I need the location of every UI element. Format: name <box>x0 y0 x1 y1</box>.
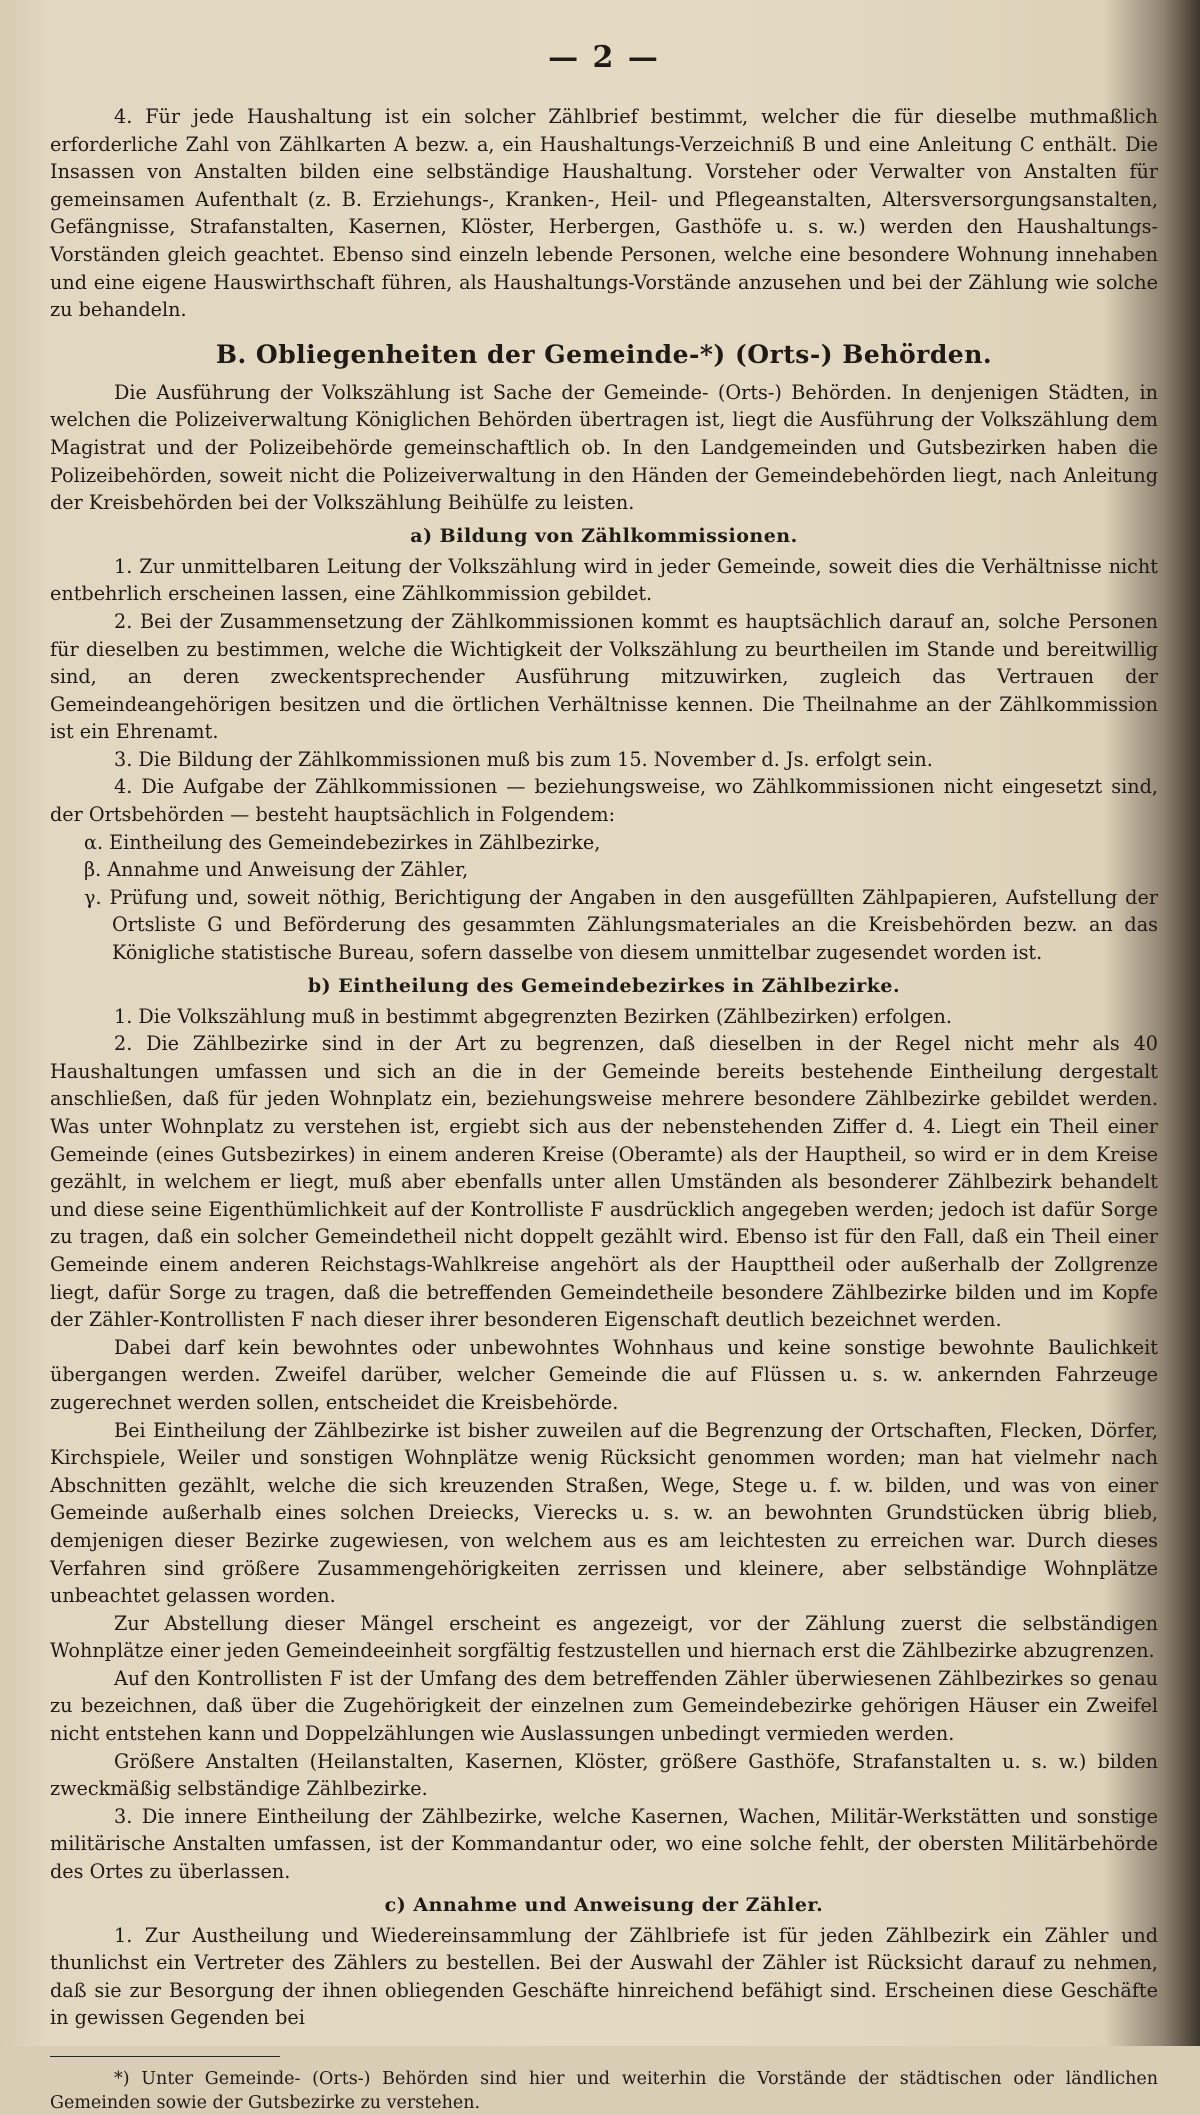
paragraph-households: 4. Für jede Haushaltung ist ein solcher Zählbrief bestimmt, welcher die für dieselbe muthmaßlich erforderliche Zahl von Zählkarten A bezw. a, ein Haushaltungs-Verzeichniß B und eine Anleitung C enthält. Die Insassen von Anstalten bilden eine selbständige Haushaltung. Vorsteher oder Verwalter von Anstalten für gemeinsamen Aufenthalt (z. B. Erziehungs-, Kranken-, Heil- und Pflegeanstalten, Altersversorgungsanstalten, Gefängnisse, Strafanstalten, Kasernen, Klöster, Herbergen, Gasthöfe u. s. w.) werden den Haushaltungs-Vorständen gleich geachtet. Ebenso sind einzeln lebende Personen, welche eine besondere Wohnung innehaben und eine eigene Hauswirthschaft führen, als Haushaltungs-Vorstände anzusehen und bei der Zählung wie solche zu behandeln. <box>50 105 1158 322</box>
item-b2: 2. Die Zählbezirke sind in der Art zu begrenzen, daß dieselben in der Regel nicht mehr als 40 Haushaltungen umfassen und sich an die in der Gemeinde bereits bestehende Eintheilung dergestalt anschließen, daß für jeden Wohnplatz ein, beziehungsweise mehrere besondere Zählbezirke gebildet werden. Was unter Wohnplatz zu verstehen ist, ergiebt sich aus der nebenstehenden Ziffer d. 4. Liegt ein Theil einer Gemeinde (eines Gutsbezirkes) in einem anderen Kreise (Oberamte) als der Hauptheil, so wird er in dem Kreise gezählt, in welchem er liegt, muß aber ebenfalls unter allen Umständen als besonderer Zählbezirk behandelt und diese seine Eigenthümlichkeit auf der Kontrolliste F ausdrücklich angegeben werden; jedoch ist dafür Sorge zu tragen, daß ein solcher Gemeindetheil nicht doppelt gezählt wird. Ebenso ist für den Fall, daß ein Theil einer Gemeinde einem anderen Reichstags-Wahlkreise angehört als der Haupttheil oder außerhalb der Zollgrenze liegt, dafür Sorge zu tragen, daß die betreffenden Gemeindetheile besondere Zählbezirke bilden und im Kopfe der Zähler-Kontrollisten F nach dieser ihrer besonderen Eigenschaft deutlich bezeichnet werden. <box>50 1032 1158 1332</box>
footnote-divider <box>50 2056 280 2057</box>
paragraph-authorities: Die Ausführung der Volkszählung ist Sache der Gemeinde- (Orts-) Behörden. In denjenigen Städten, in welchen die Polizeiverwaltung Königlichen Behörden übertragen ist, liegt die Ausführung der Volkszählung dem Magistrat und der Polizeibehörde gemeinschaftlich ob. In den Landgemeinden und Gutsbezirken haben die Polizeibehörden, soweit nicht die Polizeiverwaltung in den Händen der Gemeindebehörden liegt, nach Anleitung der Kreisbehörden bei der Volkszählung Beihülfe zu leisten. <box>50 380 1158 515</box>
paragraph-b4: Bei Eintheilung der Zählbezirke ist bisher zuweilen auf die Begrenzung der Ortschaften, Flecken, Dörfer, Kirchspiele, Weiler und sonstigen Wohnplätze wenig Rücksicht genommen worden; man hat vielmehr nach Abschnitten gezählt, welche die sich kreuzenden Straßen, Wege, Stege u. f. w. bilden, und was von einer Gemeinde außerhalb eines solchen Dreiecks, Vierecks u. s. w. an bewohnten Grundstücken übrig blieb, demjenigen dieser Bezirke zugewiesen, von welchem aus es am leichtesten zu erreichen war. Durch dieses Verfahren sind größere Zusammengehörigkeiten zerrissen und kleinere, aber selbständige Wohnplätze unbeachtet gelassen worden. <box>50 1418 1158 1608</box>
footnote <box>50 2067 1158 2115</box>
page-number: — 2 — <box>548 40 660 75</box>
item-a1: 1. Zur unmittelbaren Leitung der Volkszählung wird in jeder Gemeinde, soweit dies die Verhältnisse nicht entbehrlich erscheinen lassen, eine Zählkommission gebildet. <box>50 554 1158 606</box>
footnote-text: *) Unter Gemeinde- (Orts-) Behörden sind hier und weiterhin die Vorstände der städtischen oder ländlichen Gemeinden sowie der Gutsbezirke zu verstehen. <box>50 2069 1158 2113</box>
paragraph-b7: Größere Anstalten (Heilanstalten, Kasernen, Klöster, größere Gasthöfe, Strafanstalten u. s. w.) bilden zweckmäßig selbständige Zählbezirke. <box>50 1749 1158 1801</box>
item-a4-alpha: α. Eintheilung des Gemeindebezirkes in Zählbezirke, <box>84 830 601 854</box>
paragraph-b5: Zur Abstellung dieser Mängel erscheint es angezeigt, vor der Zählung zuerst die selbständigen Wohnplätze einer jeden Gemeindeeinheit sorgfältig festzustellen und hiernach erst die Zählbezirke abzugrenzen. <box>50 1611 1158 1663</box>
subsection-heading-a: a) Bildung von Zählkommissionen. <box>410 524 798 547</box>
item-a4-gamma: γ. Prüfung und, soweit nöthig, Berichtigung der Angaben in den ausgefüllten Zählpapieren, Aufstellung der Ortsliste G und Beförderung des gesammten Zählungsmateriales an die Kreisbehörden bezw. an das Königliche statistische Bureau, sofern dasselbe von diesem unmittelbar zugesendet worden ist. <box>84 885 1158 965</box>
section-heading-b: B. Obliegenheiten der Gemeinde-*) (Orts-) Behörden. <box>215 339 993 369</box>
item-a3: 3. Die Bildung der Zählkommissionen muß bis zum 15. November d. Js. erfolgt sein. <box>114 747 933 771</box>
item-b8: 3. Die innere Eintheilung der Zählbezirke, welche Kasernen, Wachen, Militär-Werkstätten und sonstige militärische Anstalten umfassen, ist der Kommandantur oder, wo eine solche fehlt, der obersten Militärbehörde des Ortes zu überlassen. <box>50 1804 1158 1884</box>
subsection-heading-b: b) Eintheilung des Gemeindebezirkes in Zählbezirke. <box>307 974 901 997</box>
subsection-heading-c: c) Annahme und Anweisung der Zähler. <box>384 1893 824 1916</box>
item-a4: 4. Die Aufgabe der Zählkommissionen — beziehungsweise, wo Zählkommissionen nicht eingesetzt sind, der Ortsbehörden — besteht hauptsächlich in Folgendem: <box>50 775 1158 827</box>
paragraph-b3: Dabei darf kein bewohntes oder unbewohntes Wohnhaus und keine sonstige bewohnte Baulichkeit übergangen werden. Zweifel darüber, welcher Gemeinde die auf Flüssen u. s. w. ankernden Fahrzeuge zugerechnet werden sollen, entscheidet die Kreisbehörde. <box>50 1335 1158 1414</box>
item-a4-beta: β. Annahme und Anweisung der Zähler, <box>84 858 469 882</box>
item-c1: 1. Zur Austheilung und Wiedereinsammlung der Zählbriefe ist für jeden Zählbezirk ein Zähler und thunlichst ein Vertreter des Zählers zu bestellen. Bei der Auswahl der Zähler ist Rücksicht darauf zu nehmen, daß sie zur Besorgung der ihnen obliegenden Geschäfte hinreichend befähigt sind. Erscheinen diese Geschäfte in gewissen Gegenden bei <box>50 1923 1158 2030</box>
item-a2: 2. Bei der Zusammensetzung der Zählkommissionen kommt es hauptsächlich darauf an, solche Personen für dieselben zu bestimmen, welche die Wichtigkeit der Volkszählung zu beurtheilen im Stande und bereitwillig sind, an deren zweckentsprechender Ausführung mitzuwirken, zugleich das Vertrauen der Gemeindeangehörigen besitzen und die örtlichen Verhältnisse kennen. Die Theilnahme an der Zählkommission ist ein Ehrenamt. <box>50 609 1158 744</box>
page-content <box>50 40 1158 2115</box>
item-b1: 1. Die Volkszählung muß in bestimmt abgegrenzten Bezirken (Zählbezirken) erfolgen. <box>114 1004 952 1028</box>
paragraph-b6: Auf den Kontrollisten F ist der Umfang des dem betreffenden Zähler überwiesenen Zählbezirkes so genau zu bezeichnen, daß über die Zugehörigkeit der einzelnen zum Gemeindebezirke gehörigen Häuser ein Zweifel nicht entstehen kann und Doppelzählungen wie Auslassungen unbedingt vermieden werden. <box>50 1666 1158 1746</box>
